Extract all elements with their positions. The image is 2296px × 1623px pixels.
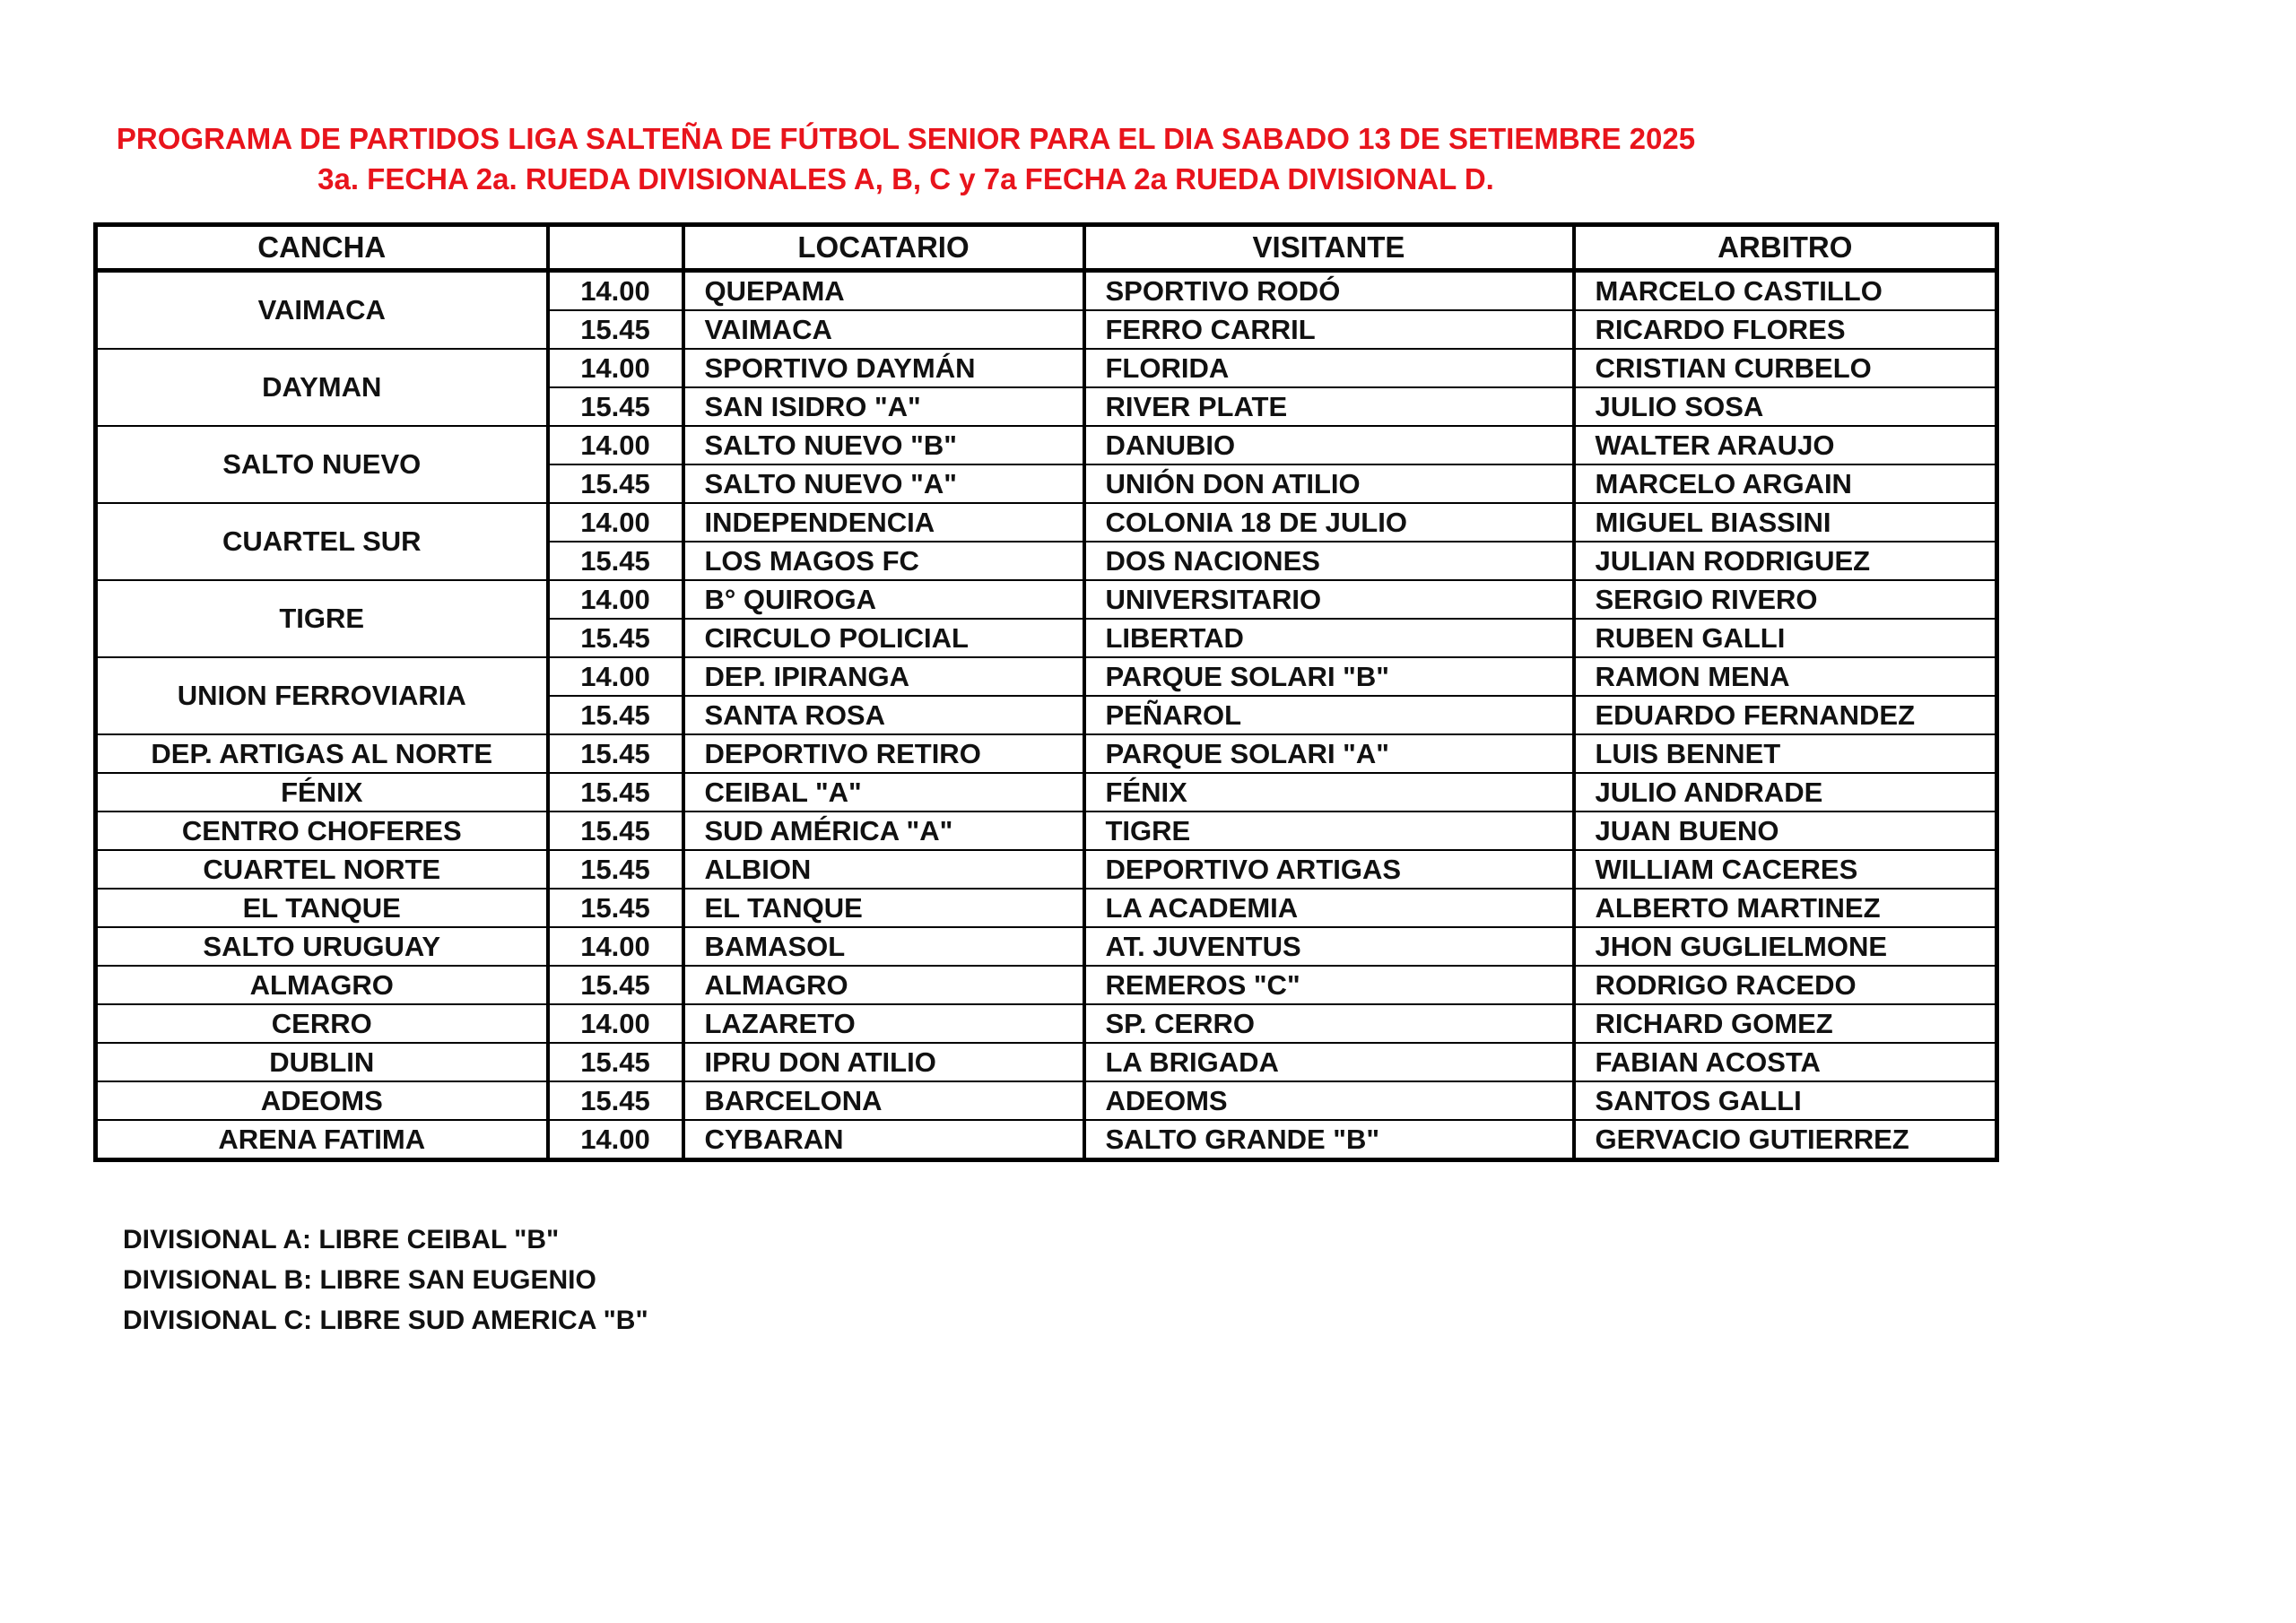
cell-visitante: TIGRE — [1084, 812, 1574, 850]
notes — [123, 1219, 648, 1341]
cell-hora: 15.45 — [548, 889, 683, 927]
cell-hora: 15.45 — [548, 464, 683, 503]
column-header-locatario: LOCATARIO — [683, 225, 1084, 271]
cell-visitante: LA BRIGADA — [1084, 1043, 1574, 1081]
cell-hora: 14.00 — [548, 927, 683, 966]
cell-visitante: PEÑAROL — [1084, 696, 1574, 734]
cell-hora: 15.45 — [548, 773, 683, 812]
cell-locatario: LAZARETO — [683, 1004, 1084, 1043]
cell-hora: 15.45 — [548, 310, 683, 349]
cell-visitante: PARQUE SOLARI "B" — [1084, 657, 1574, 696]
page-title: PROGRAMA DE PARTIDOS LIGA SALTEÑA DE FÚTBOL SENIOR PARA EL DIA SABADO 13 DE SETIEMBRE 2025 — [116, 122, 1696, 155]
cell-visitante: AT. JUVENTUS — [1084, 927, 1574, 966]
cell-arbitro: RUBEN GALLI — [1574, 619, 1997, 657]
table-row — [96, 773, 1997, 812]
cell-visitante: SALTO GRANDE "B" — [1084, 1120, 1574, 1160]
cell-locatario: VAIMACA — [683, 310, 1084, 349]
cell-hora: 15.45 — [548, 966, 683, 1004]
cell-cancha: CUARTEL SUR — [96, 503, 548, 580]
cell-locatario: SANTA ROSA — [683, 696, 1084, 734]
table-row — [96, 850, 1997, 889]
column-header-visitante: VISITANTE — [1084, 225, 1574, 271]
cell-cancha: DUBLIN — [96, 1043, 548, 1081]
column-header-cancha: CANCHA — [96, 225, 548, 271]
cell-locatario: SPORTIVO DAYMÁN — [683, 349, 1084, 387]
cell-locatario: DEP. IPIRANGA — [683, 657, 1084, 696]
cell-visitante: SP. CERRO — [1084, 1004, 1574, 1043]
cell-visitante: DOS NACIONES — [1084, 542, 1574, 580]
table-row — [96, 349, 1997, 387]
cell-locatario: ALMAGRO — [683, 966, 1084, 1004]
cell-hora: 14.00 — [548, 1120, 683, 1160]
cell-visitante: LA ACADEMIA — [1084, 889, 1574, 927]
cell-hora: 15.45 — [548, 850, 683, 889]
cell-arbitro: JHON GUGLIELMONE — [1574, 927, 1997, 966]
table-row — [96, 271, 1997, 311]
cell-arbitro: SANTOS GALLI — [1574, 1081, 1997, 1120]
cell-visitante: ADEOMS — [1084, 1081, 1574, 1120]
cell-arbitro: ALBERTO MARTINEZ — [1574, 889, 1997, 927]
table-row — [96, 1081, 1997, 1120]
cell-hora: 15.45 — [548, 1081, 683, 1120]
page-subtitle: 3a. FECHA 2a. RUEDA DIVISIONALES A, B, C y 7a FECHA 2a RUEDA DIVISIONAL D. — [317, 162, 1494, 195]
cell-locatario: SAN ISIDRO "A" — [683, 387, 1084, 426]
cell-arbitro: RICHARD GOMEZ — [1574, 1004, 1997, 1043]
cell-locatario: INDEPENDENCIA — [683, 503, 1084, 542]
table-row — [96, 1043, 1997, 1081]
table-row — [96, 812, 1997, 850]
cell-cancha: CERRO — [96, 1004, 548, 1043]
cell-arbitro: MARCELO CASTILLO — [1574, 271, 1997, 311]
cell-locatario: CIRCULO POLICIAL — [683, 619, 1084, 657]
cell-locatario: QUEPAMA — [683, 271, 1084, 311]
cell-hora: 15.45 — [548, 542, 683, 580]
cell-visitante: FERRO CARRIL — [1084, 310, 1574, 349]
cell-cancha: CENTRO CHOFERES — [96, 812, 548, 850]
table-row — [96, 426, 1997, 464]
table-row — [96, 966, 1997, 1004]
cell-hora: 14.00 — [548, 271, 683, 311]
cell-arbitro: WALTER ARAUJO — [1574, 426, 1997, 464]
cell-locatario: CYBARAN — [683, 1120, 1084, 1160]
cell-hora: 15.45 — [548, 812, 683, 850]
column-header-arbitro: ARBITRO — [1574, 225, 1997, 271]
cell-locatario: LOS MAGOS FC — [683, 542, 1084, 580]
cell-arbitro: LUIS BENNET — [1574, 734, 1997, 773]
cell-locatario: BAMASOL — [683, 927, 1084, 966]
cell-hora: 15.45 — [548, 1043, 683, 1081]
cell-arbitro: RAMON MENA — [1574, 657, 1997, 696]
cell-arbitro: EDUARDO FERNANDEZ — [1574, 696, 1997, 734]
table-row — [96, 580, 1997, 619]
cell-visitante: LIBERTAD — [1084, 619, 1574, 657]
cell-hora: 14.00 — [548, 1004, 683, 1043]
cell-hora: 14.00 — [548, 349, 683, 387]
cell-visitante: PARQUE SOLARI "A" — [1084, 734, 1574, 773]
cell-locatario: IPRU DON ATILIO — [683, 1043, 1084, 1081]
cell-cancha: VAIMACA — [96, 271, 548, 350]
match-schedule-table — [93, 222, 1999, 1162]
note-divisional-b: DIVISIONAL B: LIBRE SAN EUGENIO — [123, 1265, 596, 1295]
cell-arbitro: JULIAN RODRIGUEZ — [1574, 542, 1997, 580]
column-header-hora — [548, 225, 683, 271]
cell-cancha: CUARTEL NORTE — [96, 850, 548, 889]
cell-cancha: EL TANQUE — [96, 889, 548, 927]
cell-cancha: SALTO NUEVO — [96, 426, 548, 503]
cell-hora: 15.45 — [548, 734, 683, 773]
cell-arbitro: FABIAN ACOSTA — [1574, 1043, 1997, 1081]
table-row — [96, 1004, 1997, 1043]
cell-arbitro: WILLIAM CACERES — [1574, 850, 1997, 889]
cell-cancha: ARENA FATIMA — [96, 1120, 548, 1160]
cell-cancha: ALMAGRO — [96, 966, 548, 1004]
cell-hora: 14.00 — [548, 657, 683, 696]
cell-locatario: ALBION — [683, 850, 1084, 889]
cell-locatario: SALTO NUEVO "B" — [683, 426, 1084, 464]
cell-visitante: UNIVERSITARIO — [1084, 580, 1574, 619]
table-row — [96, 1120, 1997, 1160]
cell-locatario: SUD AMÉRICA "A" — [683, 812, 1084, 850]
cell-locatario: SALTO NUEVO "A" — [683, 464, 1084, 503]
cell-visitante: SPORTIVO RODÓ — [1084, 271, 1574, 311]
cell-cancha: DEP. ARTIGAS AL NORTE — [96, 734, 548, 773]
cell-hora: 14.00 — [548, 426, 683, 464]
cell-arbitro: RODRIGO RACEDO — [1574, 966, 1997, 1004]
table-row — [96, 657, 1997, 696]
cell-arbitro: GERVACIO GUTIERREZ — [1574, 1120, 1997, 1160]
cell-locatario: EL TANQUE — [683, 889, 1084, 927]
table-body — [96, 271, 1997, 1160]
cell-arbitro: JULIO ANDRADE — [1574, 773, 1997, 812]
cell-visitante: DANUBIO — [1084, 426, 1574, 464]
cell-visitante: FLORIDA — [1084, 349, 1574, 387]
cell-arbitro: MARCELO ARGAIN — [1574, 464, 1997, 503]
cell-cancha: FÉNIX — [96, 773, 548, 812]
cell-visitante: UNIÓN DON ATILIO — [1084, 464, 1574, 503]
cell-visitante: FÉNIX — [1084, 773, 1574, 812]
cell-arbitro: MIGUEL BIASSINI — [1574, 503, 1997, 542]
cell-visitante: COLONIA 18 DE JULIO — [1084, 503, 1574, 542]
cell-arbitro: JULIO SOSA — [1574, 387, 1997, 426]
cell-cancha: UNION FERROVIARIA — [96, 657, 548, 734]
table-row — [96, 927, 1997, 966]
cell-hora: 14.00 — [548, 580, 683, 619]
cell-cancha: DAYMAN — [96, 349, 548, 426]
cell-visitante: REMEROS "C" — [1084, 966, 1574, 1004]
cell-hora: 14.00 — [548, 503, 683, 542]
cell-arbitro: CRISTIAN CURBELO — [1574, 349, 1997, 387]
cell-visitante: DEPORTIVO ARTIGAS — [1084, 850, 1574, 889]
cell-cancha: TIGRE — [96, 580, 548, 657]
cell-cancha: ADEOMS — [96, 1081, 548, 1120]
table-row — [96, 734, 1997, 773]
cell-locatario: CEIBAL "A" — [683, 773, 1084, 812]
cell-arbitro: SERGIO RIVERO — [1574, 580, 1997, 619]
cell-hora: 15.45 — [548, 619, 683, 657]
table-row — [96, 503, 1997, 542]
cell-cancha: SALTO URUGUAY — [96, 927, 548, 966]
note-divisional-c: DIVISIONAL C: LIBRE SUD AMERICA "B" — [123, 1306, 648, 1335]
note-divisional-a: DIVISIONAL A: LIBRE CEIBAL "B" — [123, 1225, 560, 1254]
cell-locatario: BARCELONA — [683, 1081, 1084, 1120]
cell-hora: 15.45 — [548, 387, 683, 426]
cell-visitante: RIVER PLATE — [1084, 387, 1574, 426]
cell-hora: 15.45 — [548, 696, 683, 734]
table-row — [96, 889, 1997, 927]
cell-locatario: DEPORTIVO RETIRO — [683, 734, 1084, 773]
cell-locatario: B° QUIROGA — [683, 580, 1084, 619]
cell-arbitro: RICARDO FLORES — [1574, 310, 1997, 349]
cell-arbitro: JUAN BUENO — [1574, 812, 1997, 850]
table-header-row — [96, 225, 1997, 271]
